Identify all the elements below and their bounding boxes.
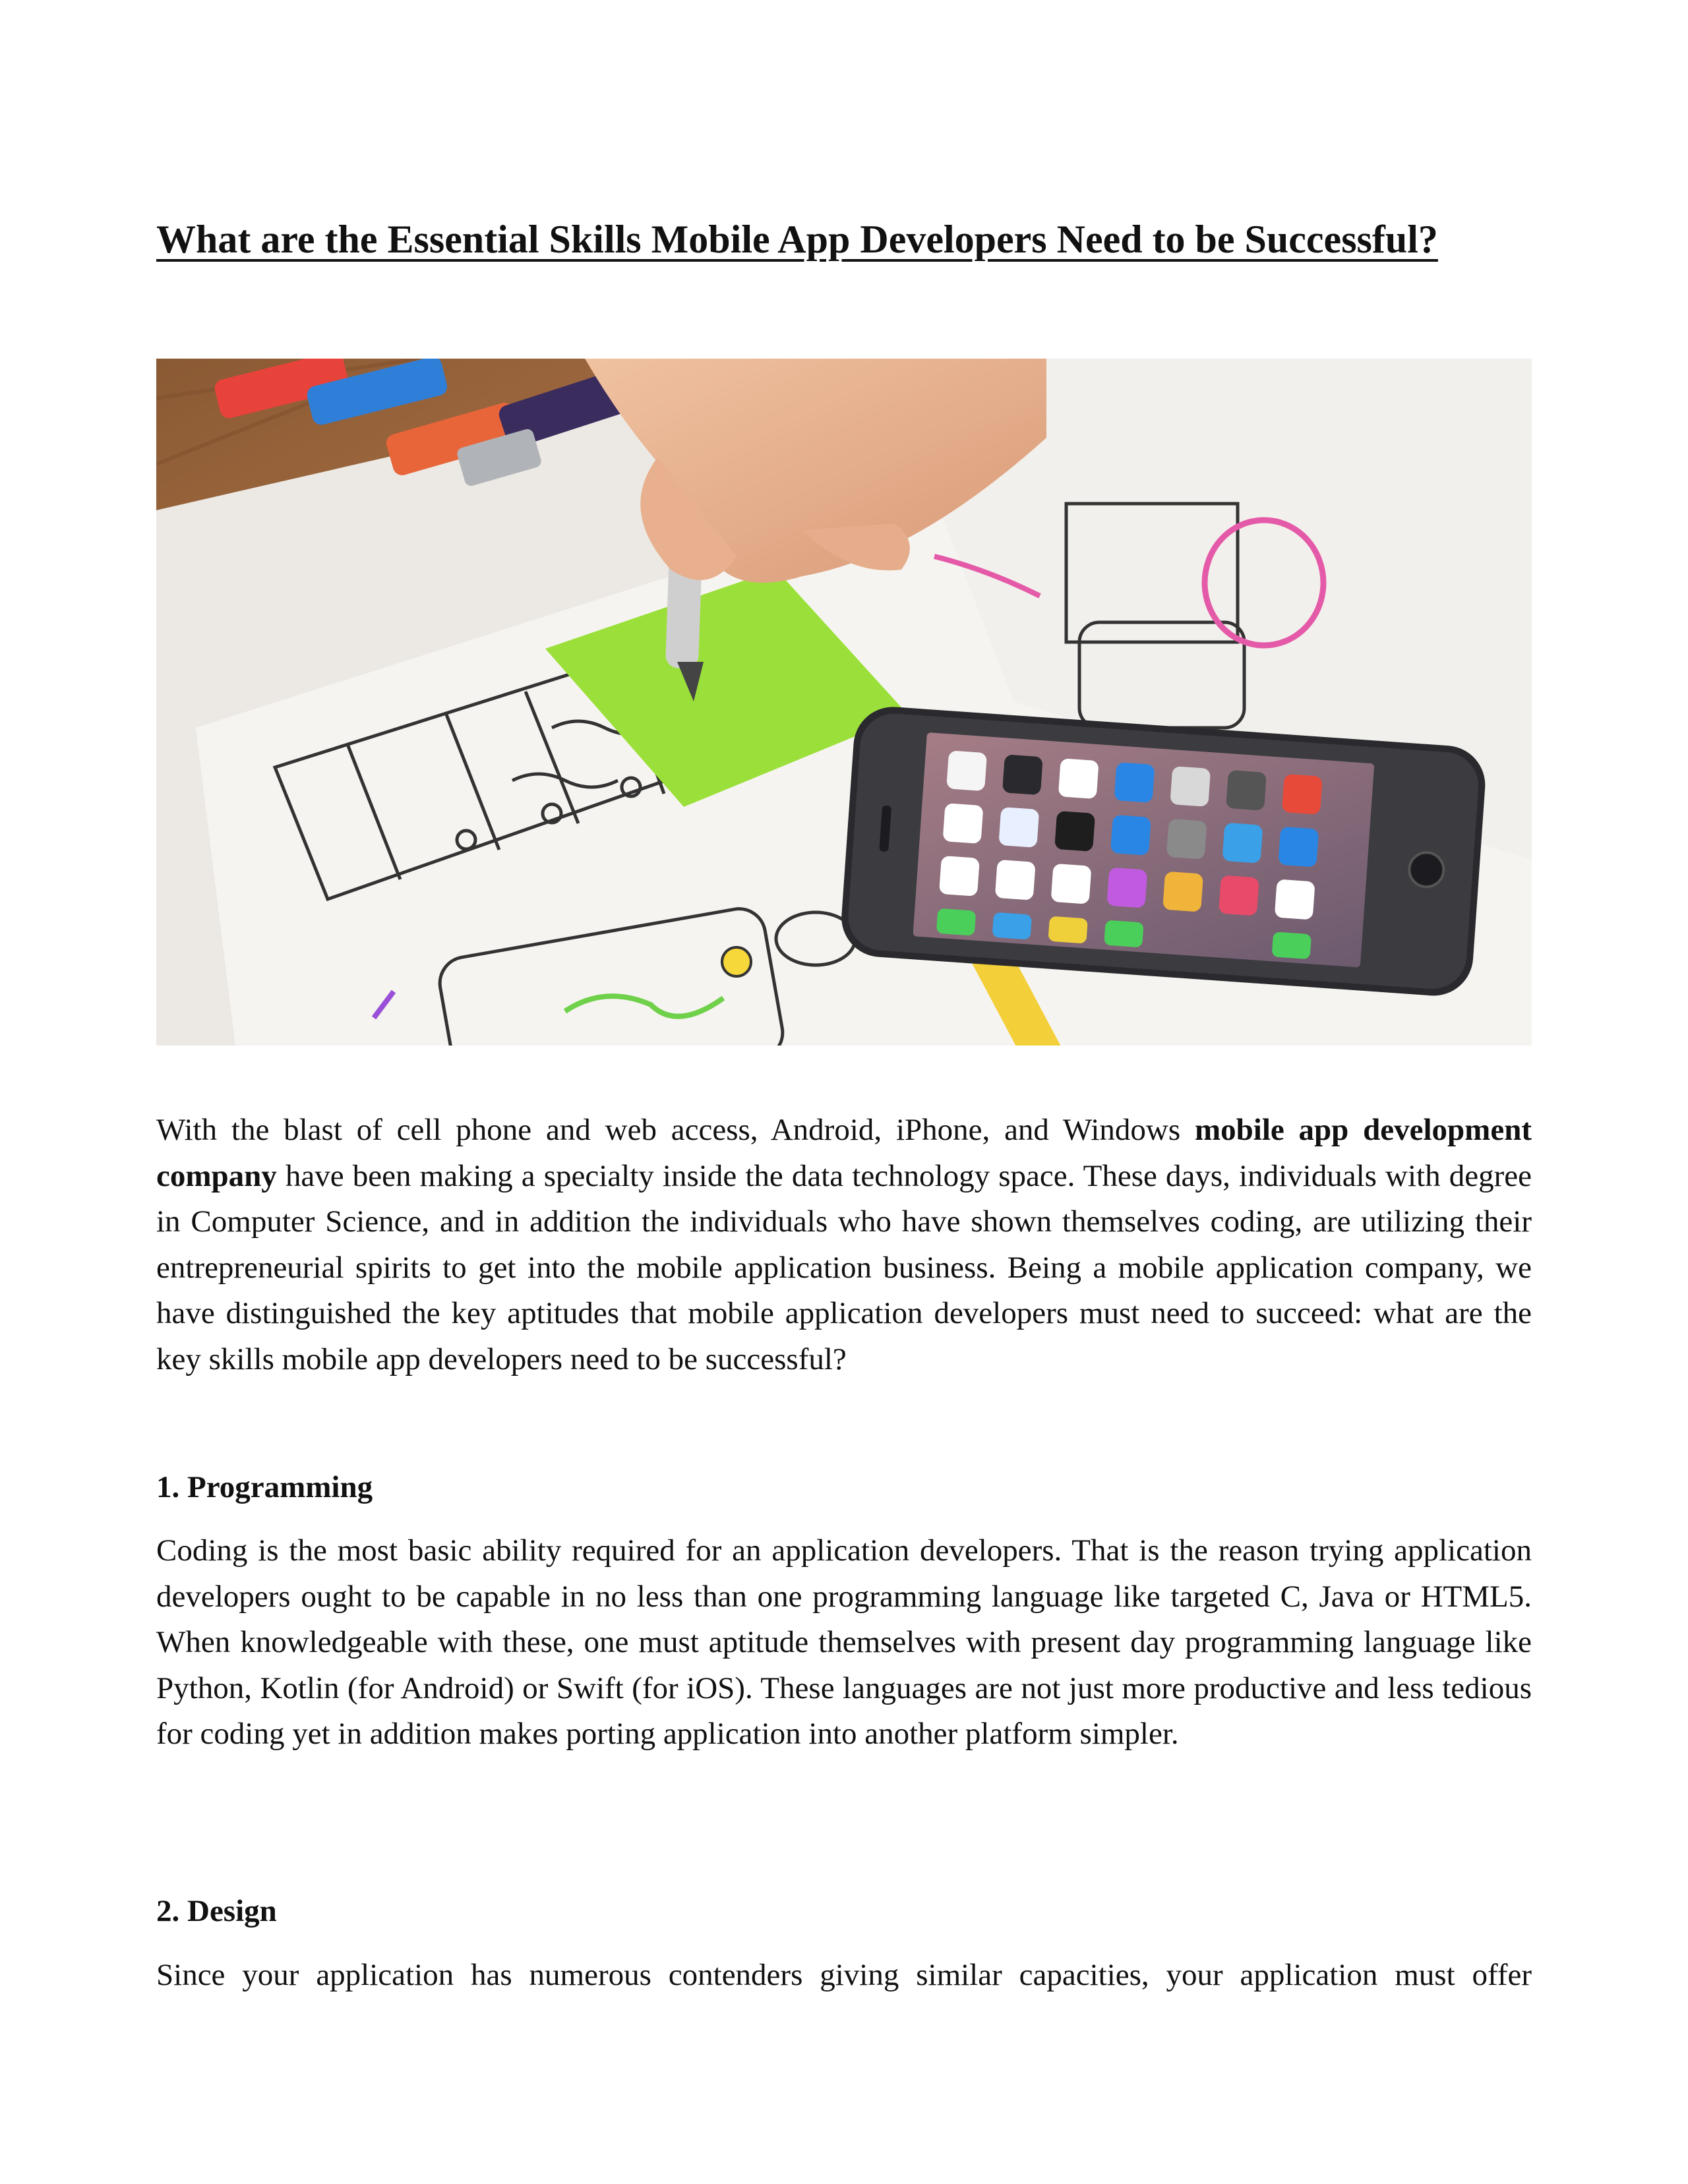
smartphone (839, 704, 1488, 998)
page-title: What are the Essential Skills Mobile App Developers Need to be Successful? (156, 218, 1438, 262)
section-heading-design: 2. Design (156, 1894, 277, 1928)
intro-text-before: With the blast of cell phone and web access, Android, iPhone, and Windows (156, 1113, 1195, 1147)
wireframe-sketch-photo (156, 359, 1532, 1046)
hero-image (156, 359, 1532, 1046)
section-body-programming: Coding is the most basic ability required for an application developers. That is the reason trying application developers ought to be capable in no less than one programming language like targeted C, Java or HTML5. When knowledgeable with these, one must aptitude themselves with present day programming language like Python, Kotlin (for Android) or Swift (for iOS). These languages are not just more productive and less tedious for coding yet in addition makes porting application into another platform simpler. (156, 1533, 1532, 1751)
section-body-design: Since your application has numerous contenders giving similar capacities, your application must offer (156, 1958, 1532, 1992)
intro-bold-phrase: mobile app development company (156, 1113, 1532, 1193)
intro-paragraph (156, 1107, 1532, 1382)
section-heading-programming: 1. Programming (156, 1470, 373, 1504)
intro-text-after: have been making a specialty inside the data technology space. These days, individuals with degree in Computer Science, and in addition the individuals who have shown themselves coding, are utilizing their entrepreneurial spirits to get into the mobile application business. Being a mobile application company, we have distinguished the key aptitudes that mobile application developers must need to succeed: what are the key skills mobile app developers need to be successful? (156, 1158, 1532, 1376)
